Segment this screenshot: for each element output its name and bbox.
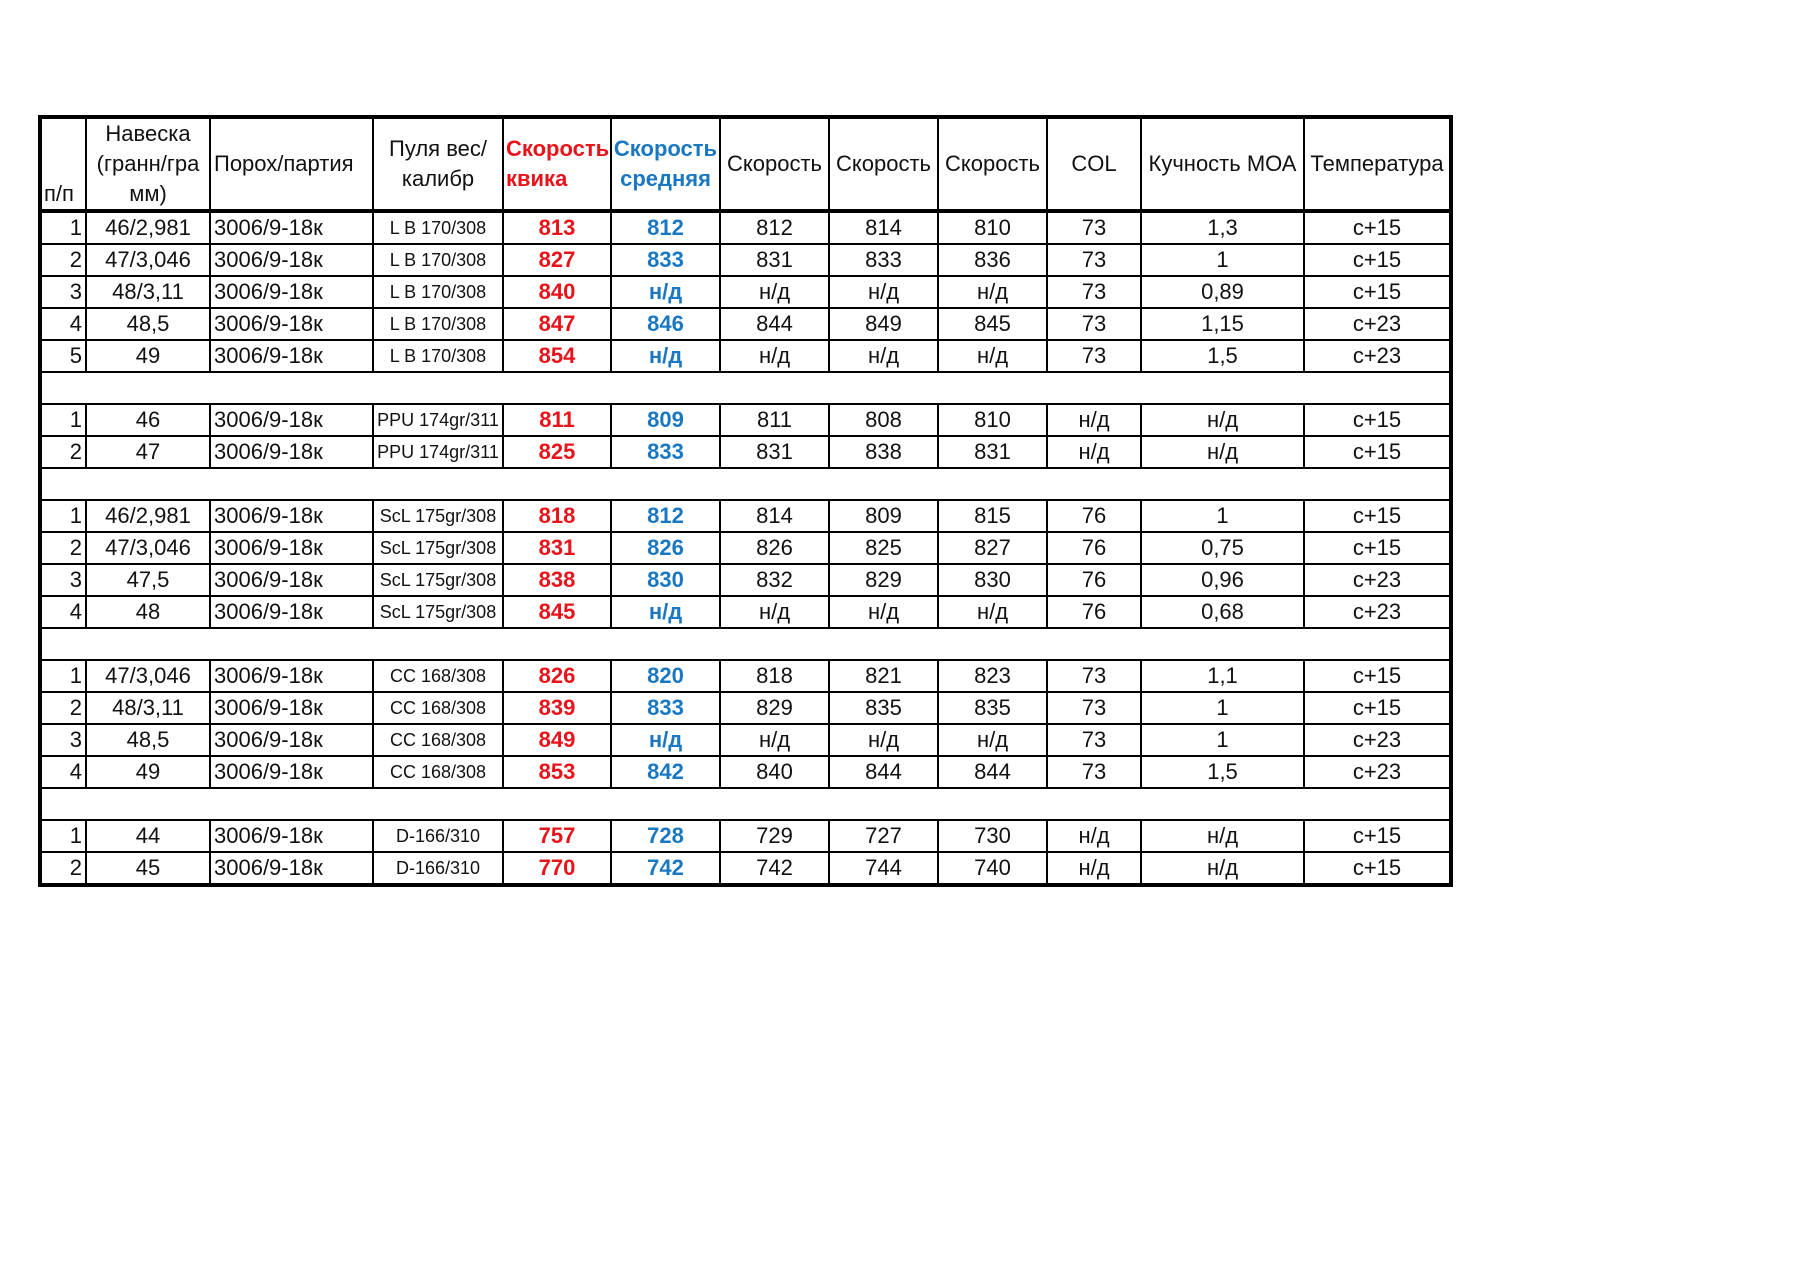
cell-num: 1 — [40, 820, 86, 852]
cell-charge: 48/3,11 — [86, 276, 210, 308]
cell-speed-2: 825 — [829, 532, 938, 564]
cell-moa: 0,75 — [1141, 532, 1304, 564]
cell-moa: 0,89 — [1141, 276, 1304, 308]
table-row — [40, 500, 1451, 532]
cell-temp: с+15 — [1304, 244, 1451, 276]
cell-col: 73 — [1047, 692, 1141, 724]
table-row — [40, 211, 1451, 244]
cell-powder: 3006/9-18к — [210, 692, 373, 724]
cell-moa: 1 — [1141, 500, 1304, 532]
cell-speed-avg: 826 — [611, 532, 720, 564]
cell-num: 4 — [40, 756, 86, 788]
cell-bullet: ScL 175gr/308 — [373, 596, 503, 628]
cell-bullet: CC 168/308 — [373, 724, 503, 756]
cell-powder: 3006/9-18к — [210, 564, 373, 596]
cell-speed-3: 845 — [938, 308, 1047, 340]
cell-charge: 47/3,046 — [86, 532, 210, 564]
cell-speed-2: н/д — [829, 276, 938, 308]
cell-temp: с+23 — [1304, 756, 1451, 788]
cell-col: 76 — [1047, 596, 1141, 628]
cell-speed-1: н/д — [720, 724, 829, 756]
cell-temp: с+15 — [1304, 852, 1451, 885]
cell-speed-3: 810 — [938, 211, 1047, 244]
cell-speed-2: 809 — [829, 500, 938, 532]
cell-col: н/д — [1047, 820, 1141, 852]
cell-moa: 1,5 — [1141, 340, 1304, 372]
cell-charge: 47,5 — [86, 564, 210, 596]
cell-powder: 3006/9-18к — [210, 340, 373, 372]
cell-speed-quick: 839 — [503, 692, 611, 724]
cell-temp: с+15 — [1304, 436, 1451, 468]
group-separator-row — [40, 372, 1451, 404]
cell-speed-2: 727 — [829, 820, 938, 852]
cell-speed-quick: 854 — [503, 340, 611, 372]
table-body — [40, 211, 1451, 885]
cell-speed-1: н/д — [720, 596, 829, 628]
cell-speed-1: 811 — [720, 404, 829, 436]
cell-speed-2: н/д — [829, 340, 938, 372]
cell-num: 3 — [40, 276, 86, 308]
cell-charge: 47/3,046 — [86, 244, 210, 276]
cell-charge: 45 — [86, 852, 210, 885]
table-row — [40, 276, 1451, 308]
cell-powder: 3006/9-18к — [210, 308, 373, 340]
spreadsheet-area — [38, 115, 1453, 887]
cell-powder: 3006/9-18к — [210, 211, 373, 244]
cell-bullet: PPU 174gr/311 — [373, 404, 503, 436]
header-speed-quick: Скорость квика — [503, 117, 611, 211]
header-speed-3: Скорость — [938, 117, 1047, 211]
cell-speed-avg: н/д — [611, 340, 720, 372]
cell-charge: 49 — [86, 340, 210, 372]
table-header — [40, 117, 1451, 211]
cell-moa: 1,5 — [1141, 756, 1304, 788]
cell-speed-1: 831 — [720, 436, 829, 468]
cell-moa: 1 — [1141, 244, 1304, 276]
cell-temp: с+15 — [1304, 500, 1451, 532]
header-charge: Навеска (гранн/гра мм) — [86, 117, 210, 211]
cell-bullet: L B 170/308 — [373, 276, 503, 308]
cell-moa: н/д — [1141, 436, 1304, 468]
cell-charge: 48,5 — [86, 724, 210, 756]
table-row — [40, 820, 1451, 852]
cell-speed-quick: 813 — [503, 211, 611, 244]
cell-charge: 48,5 — [86, 308, 210, 340]
cell-speed-1: 818 — [720, 660, 829, 692]
cell-powder: 3006/9-18к — [210, 532, 373, 564]
header-powder: Порох/партия — [210, 117, 373, 211]
header-col: COL — [1047, 117, 1141, 211]
cell-speed-3: 831 — [938, 436, 1047, 468]
cell-speed-quick: 770 — [503, 852, 611, 885]
cell-speed-3: 815 — [938, 500, 1047, 532]
table-row — [40, 724, 1451, 756]
cell-col: 73 — [1047, 340, 1141, 372]
cell-powder: 3006/9-18к — [210, 244, 373, 276]
cell-powder: 3006/9-18к — [210, 404, 373, 436]
cell-charge: 48/3,11 — [86, 692, 210, 724]
cell-speed-2: 829 — [829, 564, 938, 596]
cell-speed-2: 808 — [829, 404, 938, 436]
cell-speed-1: 832 — [720, 564, 829, 596]
table-row — [40, 596, 1451, 628]
cell-speed-3: н/д — [938, 596, 1047, 628]
cell-speed-1: н/д — [720, 340, 829, 372]
cell-speed-1: 812 — [720, 211, 829, 244]
table-row — [40, 404, 1451, 436]
separator-cell — [40, 372, 1451, 404]
cell-speed-avg: н/д — [611, 276, 720, 308]
cell-temp: с+15 — [1304, 532, 1451, 564]
cell-speed-1: 729 — [720, 820, 829, 852]
cell-temp: с+23 — [1304, 596, 1451, 628]
cell-speed-2: 838 — [829, 436, 938, 468]
header-temp: Температура — [1304, 117, 1451, 211]
table-row — [40, 244, 1451, 276]
cell-bullet: ScL 175gr/308 — [373, 564, 503, 596]
cell-speed-quick: 838 — [503, 564, 611, 596]
cell-bullet: CC 168/308 — [373, 692, 503, 724]
cell-moa: 1,3 — [1141, 211, 1304, 244]
cell-speed-quick: 827 — [503, 244, 611, 276]
cell-speed-avg: 833 — [611, 436, 720, 468]
cell-speed-2: 833 — [829, 244, 938, 276]
cell-speed-avg: 830 — [611, 564, 720, 596]
cell-charge: 44 — [86, 820, 210, 852]
cell-speed-quick: 826 — [503, 660, 611, 692]
cell-speed-avg: н/д — [611, 724, 720, 756]
cell-col: 73 — [1047, 244, 1141, 276]
cell-temp: с+15 — [1304, 660, 1451, 692]
cell-speed-avg: 742 — [611, 852, 720, 885]
cell-speed-3: 835 — [938, 692, 1047, 724]
cell-temp: с+15 — [1304, 404, 1451, 436]
cell-bullet: ScL 175gr/308 — [373, 532, 503, 564]
cell-bullet: L B 170/308 — [373, 244, 503, 276]
cell-speed-3: 823 — [938, 660, 1047, 692]
cell-bullet: PPU 174gr/311 — [373, 436, 503, 468]
cell-num: 3 — [40, 564, 86, 596]
cell-num: 2 — [40, 532, 86, 564]
cell-speed-quick: 845 — [503, 596, 611, 628]
cell-moa: 1,15 — [1141, 308, 1304, 340]
cell-charge: 48 — [86, 596, 210, 628]
cell-num: 1 — [40, 500, 86, 532]
cell-powder: 3006/9-18к — [210, 756, 373, 788]
cell-powder: 3006/9-18к — [210, 724, 373, 756]
group-separator-row — [40, 788, 1451, 820]
cell-temp: с+15 — [1304, 820, 1451, 852]
cell-speed-2: 744 — [829, 852, 938, 885]
cell-bullet: L B 170/308 — [373, 211, 503, 244]
cell-speed-2: 844 — [829, 756, 938, 788]
cell-speed-3: 730 — [938, 820, 1047, 852]
cell-speed-2: 835 — [829, 692, 938, 724]
cell-num: 1 — [40, 211, 86, 244]
cell-moa: н/д — [1141, 404, 1304, 436]
cell-moa: 1 — [1141, 724, 1304, 756]
header-speed-1: Скорость — [720, 117, 829, 211]
cell-temp: с+15 — [1304, 692, 1451, 724]
cell-col: 73 — [1047, 211, 1141, 244]
header-speed-avg: Скорость средняя — [611, 117, 720, 211]
cell-charge: 46/2,981 — [86, 211, 210, 244]
cell-speed-avg: 820 — [611, 660, 720, 692]
cell-powder: 3006/9-18к — [210, 820, 373, 852]
cell-num: 2 — [40, 852, 86, 885]
cell-speed-quick: 811 — [503, 404, 611, 436]
cell-col: н/д — [1047, 852, 1141, 885]
cell-moa: н/д — [1141, 820, 1304, 852]
group-separator-row — [40, 468, 1451, 500]
cell-speed-1: 829 — [720, 692, 829, 724]
cell-col: 73 — [1047, 724, 1141, 756]
cell-bullet: D-166/310 — [373, 820, 503, 852]
table-row — [40, 564, 1451, 596]
group-separator-row — [40, 628, 1451, 660]
table-row — [40, 692, 1451, 724]
table-row — [40, 756, 1451, 788]
cell-bullet: ScL 175gr/308 — [373, 500, 503, 532]
cell-speed-quick: 849 — [503, 724, 611, 756]
cell-col: 76 — [1047, 564, 1141, 596]
cell-moa: 1 — [1141, 692, 1304, 724]
cell-powder: 3006/9-18к — [210, 276, 373, 308]
cell-temp: с+23 — [1304, 564, 1451, 596]
cell-moa: н/д — [1141, 852, 1304, 885]
cell-speed-quick: 818 — [503, 500, 611, 532]
cell-temp: с+15 — [1304, 211, 1451, 244]
cell-temp: с+23 — [1304, 308, 1451, 340]
cell-bullet: D-166/310 — [373, 852, 503, 885]
header-moa: Кучность МОА — [1141, 117, 1304, 211]
cell-num: 2 — [40, 436, 86, 468]
header-speed-2: Скорость — [829, 117, 938, 211]
cell-powder: 3006/9-18к — [210, 436, 373, 468]
header-bullet: Пуля вес/калибр — [373, 117, 503, 211]
cell-speed-3: н/д — [938, 276, 1047, 308]
cell-speed-avg: 728 — [611, 820, 720, 852]
cell-temp: с+23 — [1304, 724, 1451, 756]
cell-speed-avg: н/д — [611, 596, 720, 628]
cell-moa: 1,1 — [1141, 660, 1304, 692]
cell-speed-3: 810 — [938, 404, 1047, 436]
cell-charge: 46/2,981 — [86, 500, 210, 532]
ballistics-table — [38, 115, 1453, 887]
cell-col: 76 — [1047, 500, 1141, 532]
table-row — [40, 308, 1451, 340]
cell-speed-3: 827 — [938, 532, 1047, 564]
cell-charge: 46 — [86, 404, 210, 436]
header-row — [40, 117, 1451, 211]
cell-bullet: L B 170/308 — [373, 340, 503, 372]
cell-speed-3: н/д — [938, 724, 1047, 756]
cell-num: 3 — [40, 724, 86, 756]
cell-num: 1 — [40, 404, 86, 436]
cell-speed-1: 844 — [720, 308, 829, 340]
table-row — [40, 852, 1451, 885]
cell-speed-avg: 833 — [611, 244, 720, 276]
cell-speed-avg: 833 — [611, 692, 720, 724]
cell-moa: 0,96 — [1141, 564, 1304, 596]
cell-speed-3: 830 — [938, 564, 1047, 596]
cell-bullet: CC 168/308 — [373, 756, 503, 788]
cell-num: 2 — [40, 692, 86, 724]
cell-col: н/д — [1047, 404, 1141, 436]
cell-charge: 49 — [86, 756, 210, 788]
cell-speed-avg: 809 — [611, 404, 720, 436]
cell-num: 4 — [40, 596, 86, 628]
cell-speed-1: 840 — [720, 756, 829, 788]
cell-speed-1: н/д — [720, 276, 829, 308]
cell-col: н/д — [1047, 436, 1141, 468]
cell-powder: 3006/9-18к — [210, 852, 373, 885]
cell-speed-quick: 831 — [503, 532, 611, 564]
cell-speed-1: 826 — [720, 532, 829, 564]
separator-cell — [40, 468, 1451, 500]
cell-col: 73 — [1047, 308, 1141, 340]
cell-speed-quick: 847 — [503, 308, 611, 340]
separator-cell — [40, 788, 1451, 820]
cell-speed-avg: 846 — [611, 308, 720, 340]
cell-speed-quick: 853 — [503, 756, 611, 788]
cell-speed-1: 814 — [720, 500, 829, 532]
cell-speed-quick: 840 — [503, 276, 611, 308]
cell-speed-2: 821 — [829, 660, 938, 692]
cell-speed-quick: 757 — [503, 820, 611, 852]
cell-speed-1: 831 — [720, 244, 829, 276]
cell-charge: 47 — [86, 436, 210, 468]
cell-charge: 47/3,046 — [86, 660, 210, 692]
cell-speed-1: 742 — [720, 852, 829, 885]
cell-bullet: CC 168/308 — [373, 660, 503, 692]
cell-speed-3: 740 — [938, 852, 1047, 885]
cell-speed-avg: 842 — [611, 756, 720, 788]
cell-powder: 3006/9-18к — [210, 596, 373, 628]
cell-num: 4 — [40, 308, 86, 340]
cell-speed-avg: 812 — [611, 211, 720, 244]
cell-speed-2: н/д — [829, 596, 938, 628]
table-row — [40, 436, 1451, 468]
cell-temp: с+23 — [1304, 340, 1451, 372]
cell-temp: с+15 — [1304, 276, 1451, 308]
cell-col: 76 — [1047, 532, 1141, 564]
cell-col: 73 — [1047, 276, 1141, 308]
cell-speed-3: н/д — [938, 340, 1047, 372]
cell-col: 73 — [1047, 756, 1141, 788]
table-row — [40, 660, 1451, 692]
separator-cell — [40, 628, 1451, 660]
table-row — [40, 532, 1451, 564]
cell-moa: 0,68 — [1141, 596, 1304, 628]
cell-col: 73 — [1047, 660, 1141, 692]
header-num: п/п — [40, 117, 86, 211]
cell-speed-avg: 812 — [611, 500, 720, 532]
cell-speed-2: 814 — [829, 211, 938, 244]
table-row — [40, 340, 1451, 372]
cell-speed-2: н/д — [829, 724, 938, 756]
cell-speed-quick: 825 — [503, 436, 611, 468]
cell-powder: 3006/9-18к — [210, 660, 373, 692]
cell-speed-3: 836 — [938, 244, 1047, 276]
cell-powder: 3006/9-18к — [210, 500, 373, 532]
cell-speed-2: 849 — [829, 308, 938, 340]
cell-bullet: L B 170/308 — [373, 308, 503, 340]
cell-speed-3: 844 — [938, 756, 1047, 788]
cell-num: 1 — [40, 660, 86, 692]
cell-num: 2 — [40, 244, 86, 276]
cell-num: 5 — [40, 340, 86, 372]
